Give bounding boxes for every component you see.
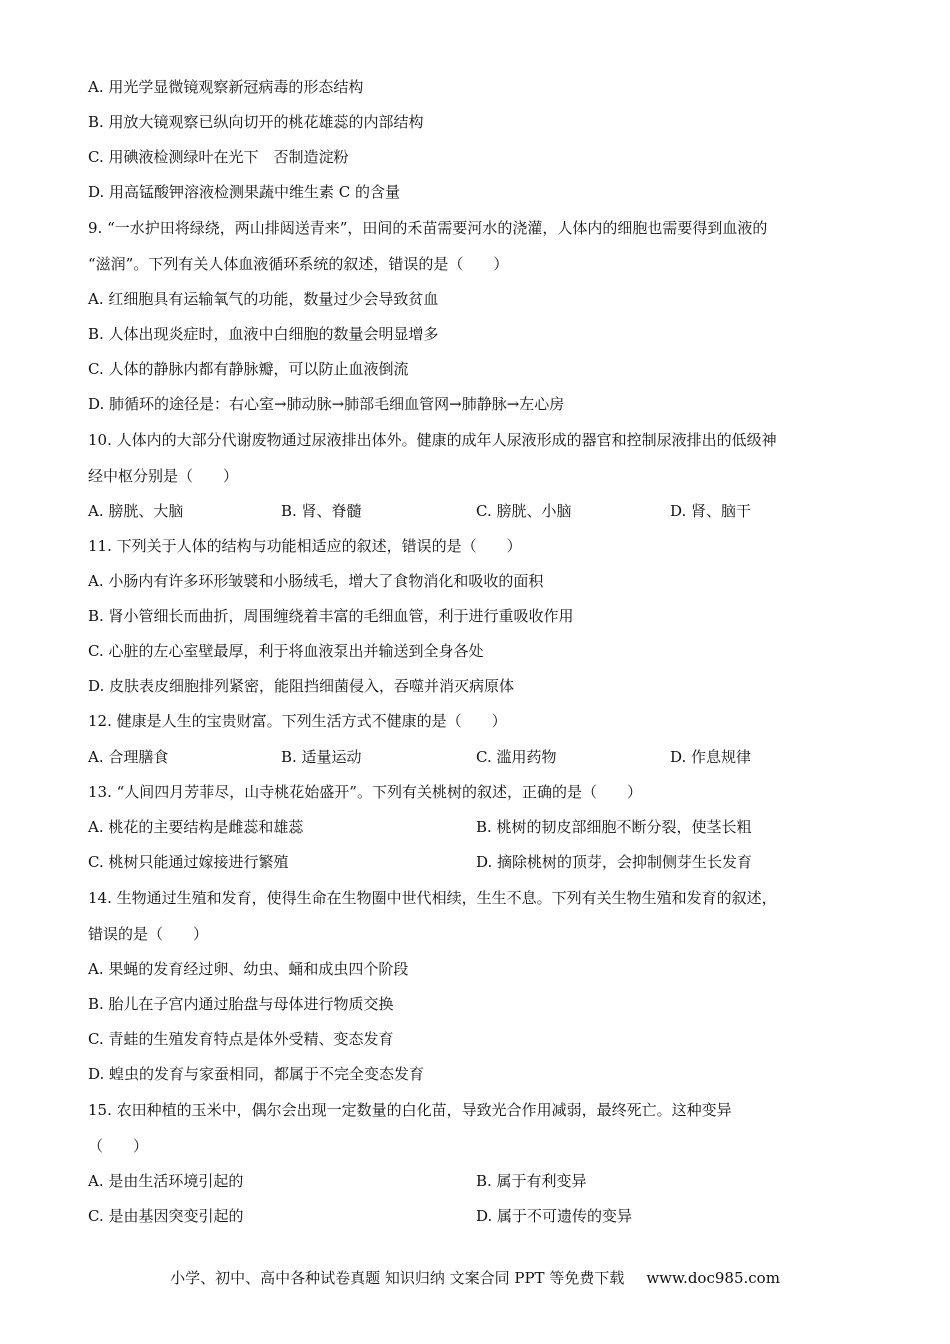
- q8-option-d: D. 用高锰酸钾溶液检测果蔬中维生素 C 的含量: [88, 183, 401, 201]
- q13-option-d: D. 摘除桃树的顶芽，会抑制侧芽生长发育: [476, 853, 753, 871]
- q15-stem-line2: （ ）: [88, 1137, 149, 1155]
- q12-stem: 12. 健康是人生的宝贵财富。下列生活方式不健康的是（ ）: [88, 712, 507, 730]
- q14-stem-line1: 14. 生物通过生殖和发育，使得生命在生物圈中世代相续，生生不息。下列有关生物生殖和发育的叙述，: [88, 889, 777, 907]
- q15-stem-line1: 15. 农田种植的玉米中，偶尔会出现一定数量的白化苗，导致光合作用减弱，最终死亡。这种变异: [88, 1101, 732, 1119]
- q10-option-d: D. 肾、脑干: [670, 502, 752, 520]
- q14-option-d: D. 蝗虫的发育与家蚕相同，都属于不完全变态发育: [88, 1065, 425, 1083]
- q11-option-a: A. 小肠内有许多环形皱襞和小肠绒毛，增大了食物消化和吸收的面积: [88, 572, 544, 590]
- q13-option-c: C. 桃树只能通过嫁接进行繁殖: [88, 853, 289, 871]
- q10-stem-line2: 经中枢分别是（ ）: [88, 467, 239, 485]
- q13-option-b: B. 桃树的韧皮部细胞不断分裂，使茎长粗: [476, 818, 752, 836]
- q9-option-d: D. 肺循环的途径是：右心室→肺动脉→肺部毛细血管网→肺静脉→左心房: [88, 395, 565, 413]
- q9-stem-line2: “滋润”。下列有关人体血液循环系统的叙述，错误的是（ ）: [88, 255, 509, 273]
- q14-option-a: A. 果蝇的发育经过卵、幼虫、蛹和成虫四个阶段: [88, 960, 409, 978]
- q9-option-a: A. 红细胞具有运输氧气的功能，数量过少会导致贫血: [88, 290, 439, 308]
- q8-option-a: A. 用光学显微镜观察新冠病毒的形态结构: [88, 78, 364, 96]
- q11-option-d: D. 皮肤表皮细胞排列紧密，能阻挡细菌侵入，吞噬并消灭病原体: [88, 677, 515, 695]
- q15-option-c: C. 是由基因突变引起的: [88, 1207, 244, 1225]
- footer-url[interactable]: www.doc985.com: [646, 1269, 780, 1287]
- q8-option-c: C. 用碘液检测绿叶在光下 否制造淀粉: [88, 148, 349, 166]
- q14-stem-line2: 错误的是（ ）: [88, 925, 209, 943]
- q12-option-b: B. 适量运动: [281, 748, 362, 766]
- q11-option-c: C. 心脏的左心室壁最厚，利于将血液泵出并输送到全身各处: [88, 642, 484, 660]
- q9-stem-line1: 9. “一水护田将绿绕，两山排闼送青来”，田间的禾苗需要河水的浇灌，人体内的细胞也需要得到血液的: [88, 219, 768, 237]
- q9-option-c: C. 人体的静脉内都有静脉瓣，可以防止血液倒流: [88, 360, 409, 378]
- q12-option-a: A. 合理膳食: [88, 748, 169, 766]
- footer-text: 小学、初中、高中各种试卷真题 知识归纳 文案合同 PPT 等免费下载: [170, 1269, 625, 1287]
- q8-option-b: B. 用放大镜观察已纵向切开的桃花雄蕊的内部结构: [88, 113, 424, 131]
- q10-option-b: B. 肾、脊髓: [281, 502, 362, 520]
- q14-option-b: B. 胎儿在子宫内通过胎盘与母体进行物质交换: [88, 995, 394, 1013]
- page-footer: [0, 1268, 950, 1288]
- q15-option-a: A. 是由生活环境引起的: [88, 1172, 244, 1190]
- q13-option-a: A. 桃花的主要结构是雌蕊和雄蕊: [88, 818, 304, 836]
- q15-option-b: B. 属于有利变异: [476, 1172, 587, 1190]
- q15-option-d: D. 属于不可遗传的变异: [476, 1207, 633, 1225]
- q10-stem-line1: 10. 人体内的大部分代谢废物通过尿液排出体外。健康的成年人尿液形成的器官和控制尿液排出的低级神: [88, 431, 777, 449]
- q13-stem: 13. “人间四月芳菲尽，山寺桃花始盛开”。下列有关桃树的叙述，正确的是（ ）: [88, 783, 642, 801]
- q10-option-c: C. 膀胱、小脑: [476, 502, 572, 520]
- q11-stem: 11. 下列关于人体的结构与功能相适应的叙述，错误的是（ ）: [88, 537, 522, 555]
- q14-option-c: C. 青蛙的生殖发育特点是体外受精、变态发育: [88, 1030, 394, 1048]
- q12-option-d: D. 作息规律: [670, 748, 752, 766]
- q11-option-b: B. 肾小管细长而曲折，周围缠绕着丰富的毛细血管，利于进行重吸收作用: [88, 607, 574, 625]
- q10-option-a: A. 膀胱、大脑: [88, 502, 184, 520]
- q9-option-b: B. 人体出现炎症时，血液中白细胞的数量会明显增多: [88, 325, 439, 343]
- q12-option-c: C. 滥用药物: [476, 748, 557, 766]
